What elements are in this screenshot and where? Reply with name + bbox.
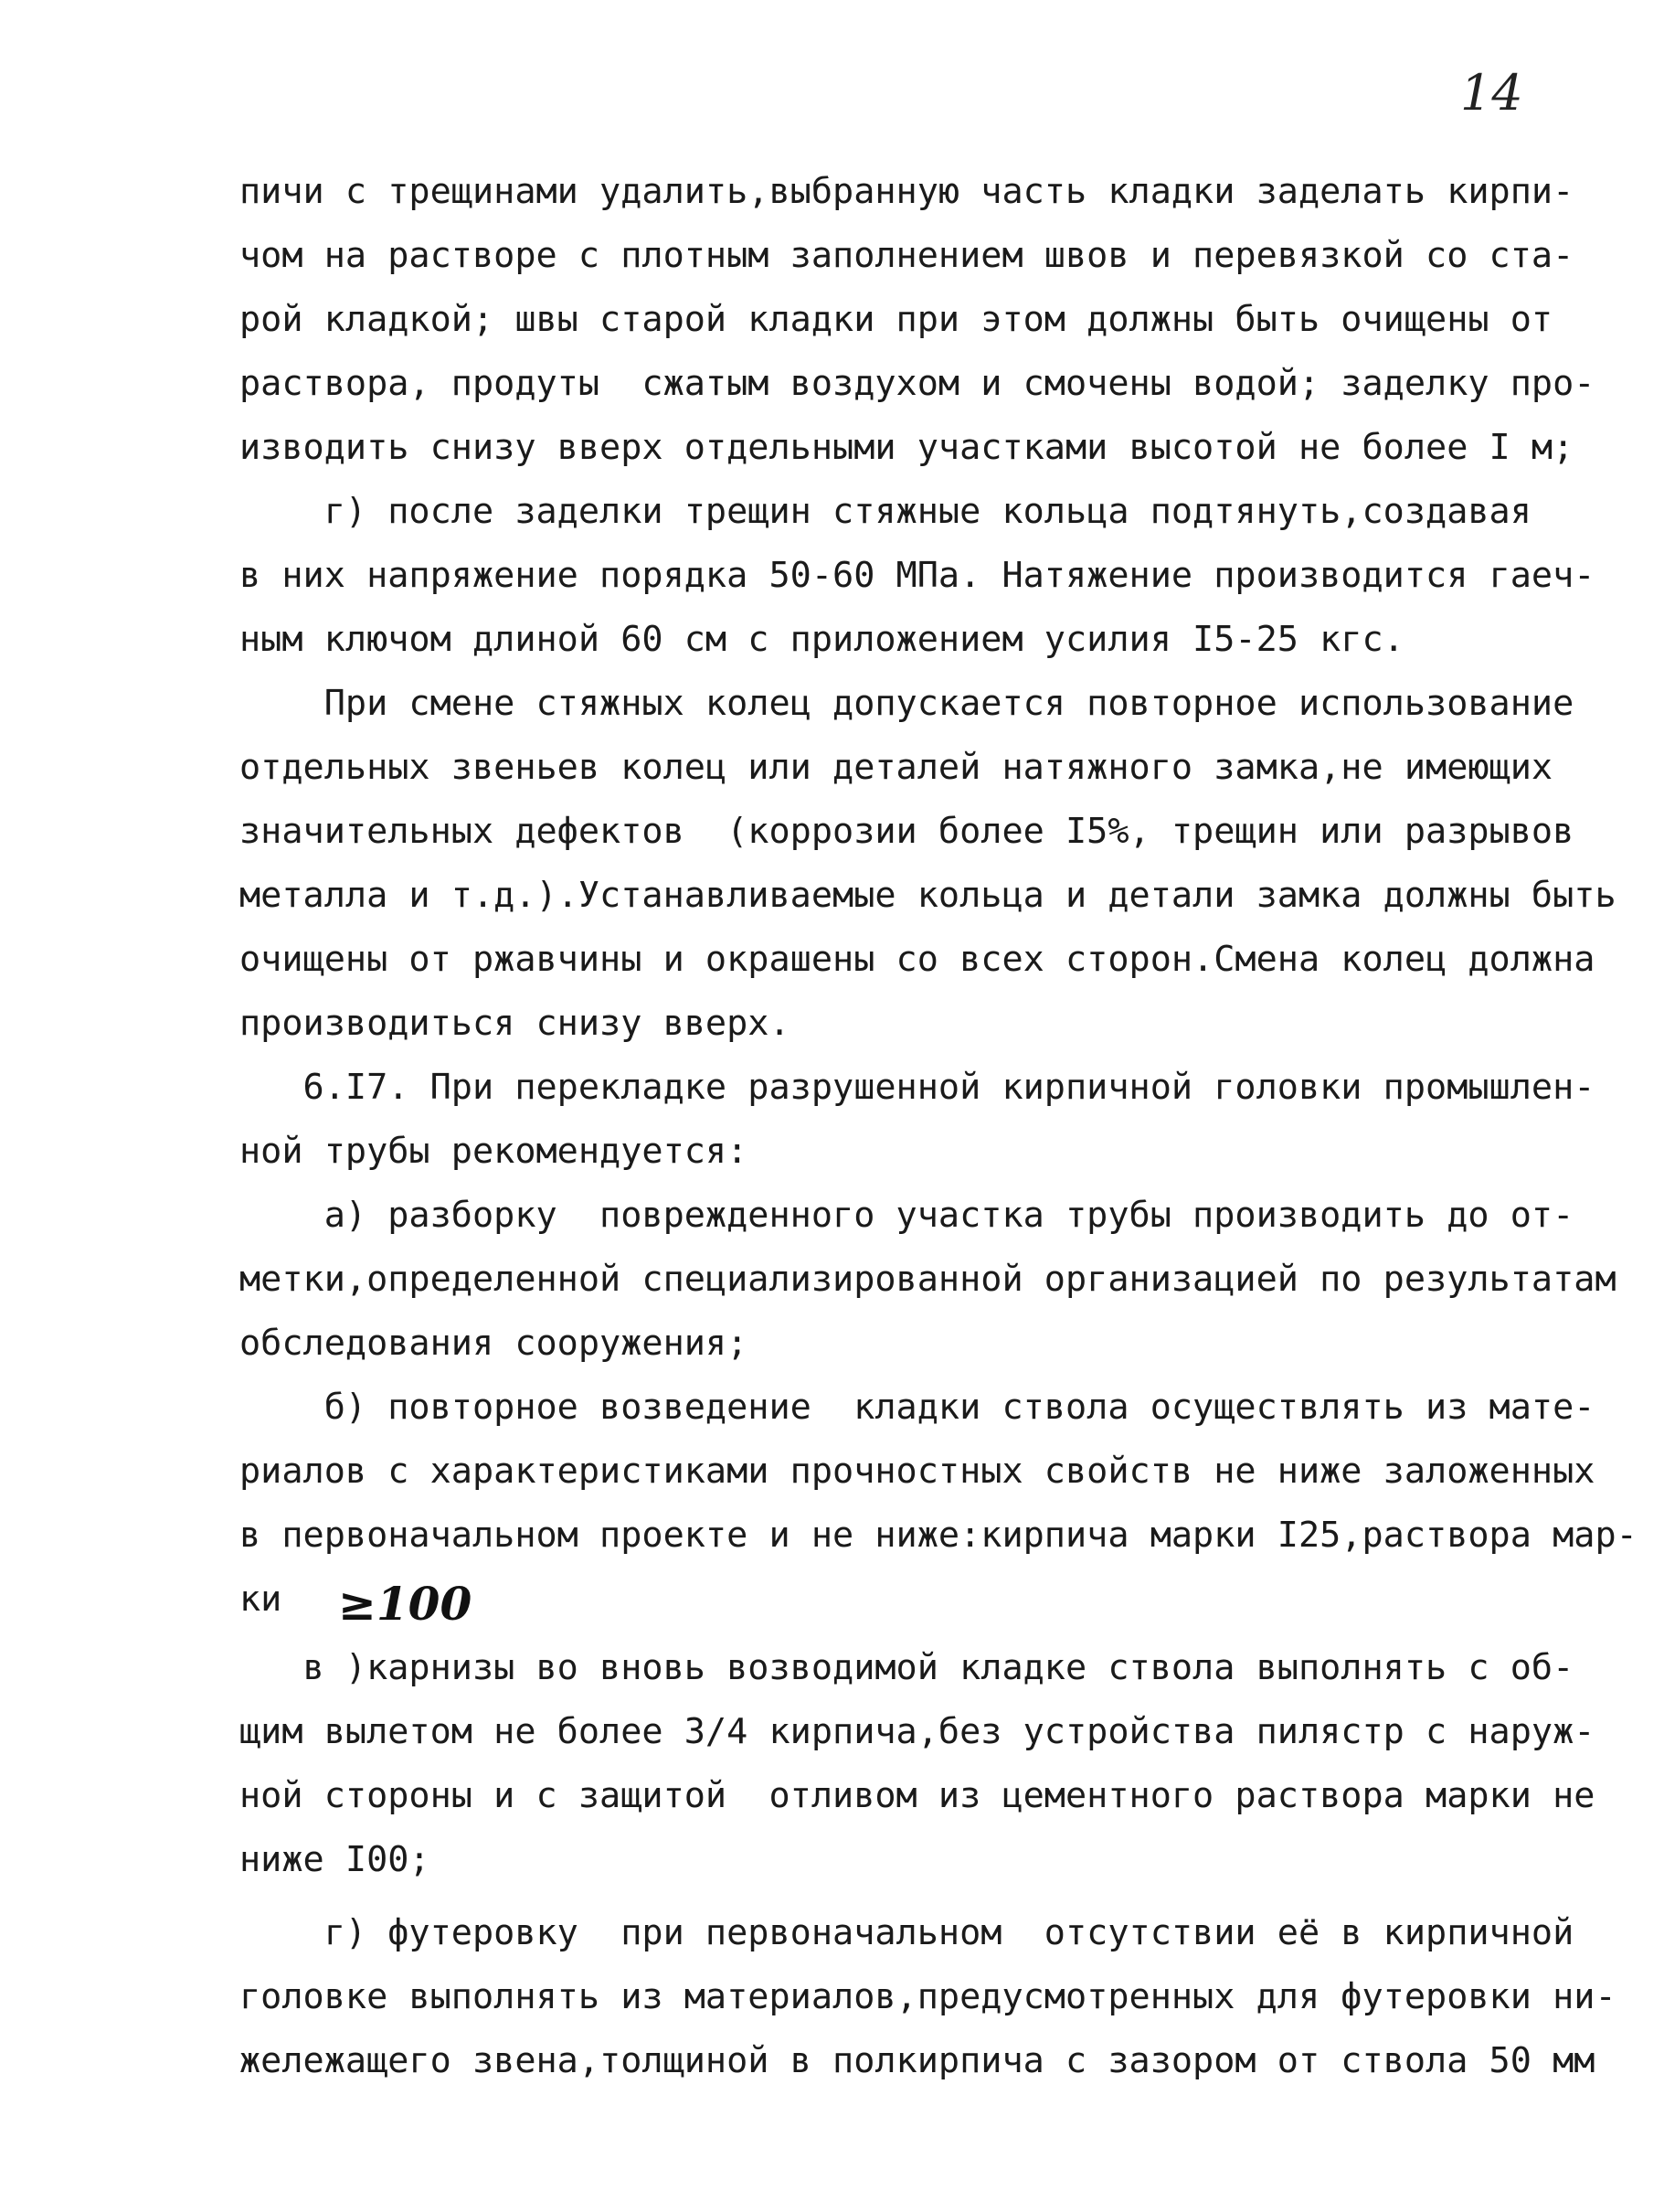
text-line: рой кладкой; швы старой кладки при этом должны быть очищены от — [239, 299, 1553, 340]
text-line: риалов с характеристиками прочностных свойств не ниже заложенных — [239, 1451, 1595, 1492]
text-line: производиться снизу вверх. — [239, 1003, 790, 1044]
text-line: отдельных звеньев колец или деталей натяжного замка,не имеющих — [239, 747, 1553, 788]
text-line: щим вылетом не более 3/4 кирпича,без устройства пилястр с наруж- — [239, 1711, 1595, 1752]
text-line: а) разборку поврежденного участка трубы производить до от- — [239, 1195, 1574, 1236]
text-line: ной трубы рекомендуется: — [239, 1131, 748, 1172]
text-line: ным ключом длиной 60 см с приложением усилия I5-25 кгс. — [239, 619, 1404, 660]
text-line: При смене стяжных колец допускается повторное использование — [239, 683, 1574, 724]
text-line: значительных дефектов (коррозии более I5%, трещин или разрывов — [239, 811, 1574, 852]
text-line: ной стороны и с защитой отливом из цементного раствора марки не — [239, 1775, 1595, 1816]
text-line: г) футеровку при первоначальном отсутствии её в кирпичной — [239, 1912, 1574, 1953]
text-line: изводить снизу вверх отдельными участками высотой не более I м; — [239, 427, 1574, 468]
page-number: 14 — [1460, 64, 1523, 122]
text-line: г) после заделки трещин стяжные кольца подтянуть,создавая — [239, 491, 1532, 532]
text-line: обследования сооружения; — [239, 1323, 748, 1364]
handwritten-note: ≥100 — [338, 1577, 472, 1631]
text-line: пичи с трещинами удалить,выбранную часть кладки заделать кирпи- — [239, 171, 1574, 212]
text-line: в них напряжение порядка 50-60 МПа. Натяжение производится гаеч- — [239, 555, 1595, 596]
text-line: раствора, продуты сжатым воздухом и смочены водой; заделку про- — [239, 363, 1595, 404]
text-line: чом на растворе с плотным заполнением швов и перевязкой со ста- — [239, 235, 1574, 276]
text-line: очищены от ржавчины и окрашены со всех сторон.Смена колец должна — [239, 939, 1595, 980]
text-line: металла и т.д.).Устанавливаемые кольца и детали замка должны быть — [239, 875, 1616, 916]
text-line: ниже I00; — [239, 1839, 430, 1880]
text-line: головке выполнять из материалов,предусмотренных для футеровки ни- — [239, 1976, 1616, 2017]
text-line: метки,определенной специализированной организацией по результатам — [239, 1259, 1616, 1300]
text-line: 6.I7. При перекладке разрушенной кирпичной головки промышлен- — [239, 1067, 1595, 1108]
text-line: ки — [239, 1579, 282, 1620]
text-line: б) повторное возведение кладки ствола осуществлять из мате- — [239, 1387, 1595, 1428]
text-line: в первоначальном проекте и не ниже:кирпича марки I25,раствора мар- — [239, 1515, 1638, 1556]
text-line: жележащего звена,толщиной в полкирпича с зазором от ствола 50 мм — [239, 2040, 1595, 2081]
text-line: в )карнизы во вновь возводимой кладке ствола выполнять с об- — [239, 1647, 1574, 1688]
